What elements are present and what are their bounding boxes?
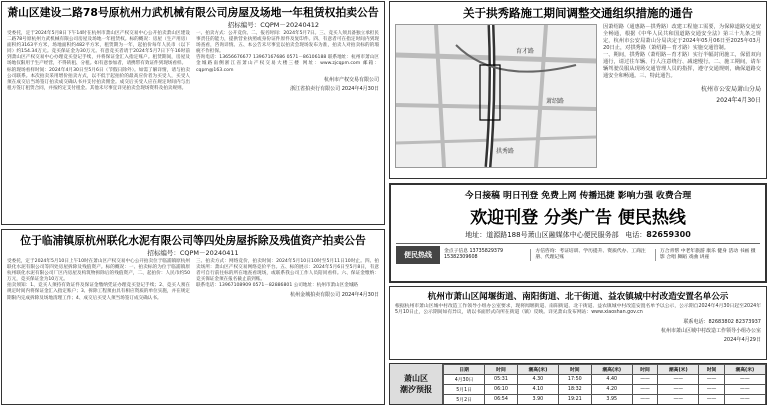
notice-paragraph: 拍卖须知：1、竞买人须持有效证件及保证金缴纳凭证办理竞买登记手续；2、竞买人须在规定时间内将保证金汇入指定账户；3、拆除工程须由具有相应资质的单位实施，并在规定期限内完成拆除及场地清理工作；4、成交后买受人须当场签订成交确认书。 — [7, 283, 190, 301]
notice-layout — [395, 24, 761, 168]
tide-header: 时间 — [699, 365, 724, 375]
tide-label-line: 潮汐预报 — [400, 385, 432, 394]
classified-item: 金点子信息 13735829379 15382309608 — [444, 249, 531, 261]
tide-cell: 5月1日 — [444, 385, 485, 395]
notice-date: 2024年4月29日 — [723, 337, 761, 344]
notice-signature: 杭州金城拍卖有限公司 2024年4月30日 — [290, 292, 379, 299]
notice-columns — [7, 259, 379, 302]
notice-signature: 浙江省拍卖行有限公司 2024年4月30日 — [290, 85, 379, 92]
notice-contact: 联系电话：13967108909 0571－82886801 公司地址：杭州市萧山区金城路 — [196, 283, 359, 289]
tide-cell: 5月2日 — [444, 395, 485, 405]
tide-cell: —— — [699, 395, 724, 405]
svg-text:拱秀路: 拱秀路 — [496, 148, 515, 155]
notice-title: 萧山区建设二路78号原杭州力武机械有限公司房屋及场地一年租赁权拍卖公告 — [7, 6, 379, 19]
hotline-tag: 便民热线 — [396, 246, 440, 264]
notice-columns — [7, 31, 379, 92]
tide-header-row — [444, 365, 766, 375]
tide-cell: —— — [699, 385, 724, 395]
tide-cell: 4.30 — [517, 375, 558, 385]
tide-cell: —— — [632, 395, 657, 405]
notice-contact: 咨询电话：13656676677 13967167686 0571－86106188 联系地址：杭州市萧山区金城路南侧浙江省萧山产权交易大楼三楼 网址：www.zjcqpm.com 邮箱：cqpm@163.com — [196, 55, 379, 73]
notice-signature: 杭州市公安局萧山分局 — [700, 86, 761, 93]
tide-header: 日期 — [444, 365, 485, 375]
tide-header: 潮高(米) — [591, 365, 632, 375]
tide-cell: —— — [658, 385, 699, 395]
classified-address: 地址：道源路188号萧山区融媒体中心便民服务部 — [465, 231, 619, 239]
classified-item: 万合青帮 中老年旅游 康乐 健身 活动 书画 摄影 合唱 舞蹈 戏曲 讲座 — [660, 249, 756, 260]
notice-title: 杭州市萧山区闻堰街道、南阳街道、北干街道、益农镇城中村改造安置名单公示 — [427, 292, 729, 302]
tide-header: 时间 — [559, 365, 592, 375]
tide-header: 时间 — [485, 365, 518, 375]
tide-label — [390, 364, 443, 404]
notice-contact: 联系电话：82683802 82373937 — [683, 319, 761, 326]
tide-cell: 17:50 — [559, 375, 592, 385]
tide-cell: 06:10 — [485, 385, 518, 395]
tide-cell: 4.20 — [591, 385, 632, 395]
notice-title: 位于临浦镇原杭州联化水泥有限公司等四处房屋拆除及残值资产拍卖公告 — [20, 234, 366, 247]
notice-paragraph: 一、期间，拱秀路（萧绍路－育才路）实行半幅封闭施工，保留双向通行，请过往车辆、行人注意绕行、减速慢行。二、施工期间，请车辆驾驶员服从现场交通管理人员的指挥，遵守交通规则，确保道路交通安全和畅通。三、特此通告。 — [603, 52, 761, 79]
tide-cell: 06:54 — [485, 395, 518, 405]
tide-table — [443, 364, 766, 405]
tide-cell: 4.40 — [591, 375, 632, 385]
tide-row — [444, 395, 766, 405]
notice-paragraph: 三、拍卖方式：网络竞价，拍卖时间：2024年5月10日10时至5月11日10时止。四、拍卖场所：萧山区产权交易网络竞价平台。五、标的展示：2024年5月6日至5月8日，有意者可自行前往标的所在地查看现场，或联系我公司工作人员陪同看样。六、保证金缴纳：竞买保证金须在报名截止前到账。 — [196, 259, 379, 283]
tide-cell: 19:21 — [559, 395, 592, 405]
classified-row — [396, 243, 760, 264]
notice-paragraph: 标的现场看样时间：2024年4月30日至5月6日（节假日除外）。如需了解详情，请与拍卖公司联系。本次拍卖采用增价拍卖方式，以不低于起拍价的最高应价者为买受人，买受人须在成交后当场签订拍卖成交确认书并支付拍卖佣金。成交后买受人应在规定时间内与出租方签订租赁合同，并按约定支付租金。其他未尽事宜详见拍卖会现场资料及拍卖规则。 — [7, 67, 190, 91]
traffic-notice — [389, 1, 767, 179]
classified-headline: 欢迎刊登 分类广告 便民热线 — [470, 208, 686, 228]
notice-number: 招标编号：CQPM－20240412 — [227, 21, 319, 29]
classified-banner: 今日接稿 明日刊登 免费上网 传播迅捷 影响力强 收费合理 — [464, 191, 692, 201]
tide-table-wrap — [443, 364, 766, 404]
notice-title: 关于拱秀路施工期间调整交通组织措施的通告 — [463, 6, 693, 20]
relocation-list-notice — [389, 286, 767, 360]
classified-contact-line — [396, 230, 760, 240]
tide-label-line: 萧山区 — [404, 374, 428, 383]
notice-signature: 杭州市萧山区城中村改造工作领导小组办公室 — [660, 328, 761, 335]
tide-header: 潮高(米) — [517, 365, 558, 375]
notice-paragraph: 根据杭州市萧山区城中村改造工作领导小组办公室要求，现将闻堰街道、南阳街道、北干街道、益农镇城中村改造安置名单予以公示，公示期自2024年4月30日起至2024年5月10日止，公示期间如有异议，请以书面形式向所在街道（镇）反映。详见萧山发布网站：www.xiaoshan.gov.cn — [395, 304, 761, 316]
notice-signature: 杭州市产权交易有限公司 — [323, 76, 379, 83]
tide-header: 时间 — [632, 365, 657, 375]
tide-cell: 05:31 — [485, 375, 518, 385]
notice-date: 2024年4月30日 — [716, 97, 761, 104]
tide-cell: —— — [658, 375, 699, 385]
notice-paragraph: 一、拍卖方式：公开竞价。二、报名时间：2024年5月7日。三、竞买人须具备独立承担民事责任的能力，提供营业执照或身份证件原件及复印件。四、有意者可在指定时间内到现场查看，咨询详情。五、本公告未尽事宜以拍卖会现场发布为准，拍卖人对拍卖标的的瑕疵不作担保。 — [196, 31, 379, 55]
notice-number: 招标编号：CQPM－20240411 — [147, 249, 239, 257]
notice-paragraph: 受委托，定于2024年5月8日下午14时在杭州市萧山区产权交易中心公开拍卖萧山区建设二路78号原杭州力武机械有限公司房屋及场地一年租赁权。标的概况：房屋（生产用房）面积约3163平方米，场地面积约482平方米，租赁期为一年，起拍价每年人民币（以下同）约154.34万元。竞买保证金为30万元。有意竞买者请于2024年5月7日下午16时前到萧山区产权交易中心办理竞买登记手续，并将保证金汇入指定账户。租赁期间，房屋及场地仅限用于生产经营，不得转租、分租。如有意参加者，请携带有效证件到现场看样。 — [7, 31, 190, 67]
tide-cell: —— — [724, 375, 765, 385]
auction-notice-building — [1, 1, 385, 225]
tide-cell: —— — [699, 375, 724, 385]
svg-text:育才路: 育才路 — [516, 48, 535, 55]
tide-cell: 18:32 — [559, 385, 592, 395]
tide-cell: —— — [632, 375, 657, 385]
notice-paragraph: 因萧绍路（通惠路－拱秀路）改建工程施工需要，为保障道路交通安全畅通，根据《中华人民共和国道路交通安全法》第三十九条之规定，杭州市公安局萧山分局决定于2024年05月06日至2025年03月20日止，对拱秀路（萧绍路－育才路）实施交通管制。 — [603, 24, 761, 51]
tide-cell: —— — [724, 395, 765, 405]
tide-header: 潮高(米) — [724, 365, 765, 375]
tide-row — [444, 375, 766, 385]
tide-cell: —— — [632, 385, 657, 395]
tide-cell: 4月30日 — [444, 375, 485, 385]
classified-ads-block — [389, 183, 767, 283]
tide-forecast — [389, 363, 767, 405]
classified-phone: 82659300 — [646, 230, 691, 239]
tide-cell: —— — [724, 385, 765, 395]
tide-cell: 3.95 — [591, 395, 632, 405]
tide-cell: 3.90 — [517, 395, 558, 405]
tide-header: 潮高(米) — [658, 365, 699, 375]
classified-phone-label: 电话： — [625, 231, 647, 239]
classified-item: 方信咨询：考证培训、学历提升、资质代办、工商注册、代理记账 — [535, 249, 656, 261]
tide-row — [444, 385, 766, 395]
road-map-image — [395, 24, 597, 168]
notice-paragraph: 受委托，定于2024年5月10日上午10时在萧山区产权交易中心公开拍卖位于临浦镇原杭州联化水泥有限公司等四处房屋拆除及残值资产。标的概况：一、拍卖标的为位于临浦镇原杭州联化水泥有限公司厂区内房屋及构筑物拆除后的残值资产，二、起拍价：人民币约50万元，竞买保证金为10万元。 — [7, 259, 190, 283]
tide-cell: 4.10 — [517, 385, 558, 395]
svg-text:萧绍路: 萧绍路 — [546, 98, 565, 105]
tide-cell: —— — [658, 395, 699, 405]
auction-notice-demolition — [1, 229, 385, 405]
